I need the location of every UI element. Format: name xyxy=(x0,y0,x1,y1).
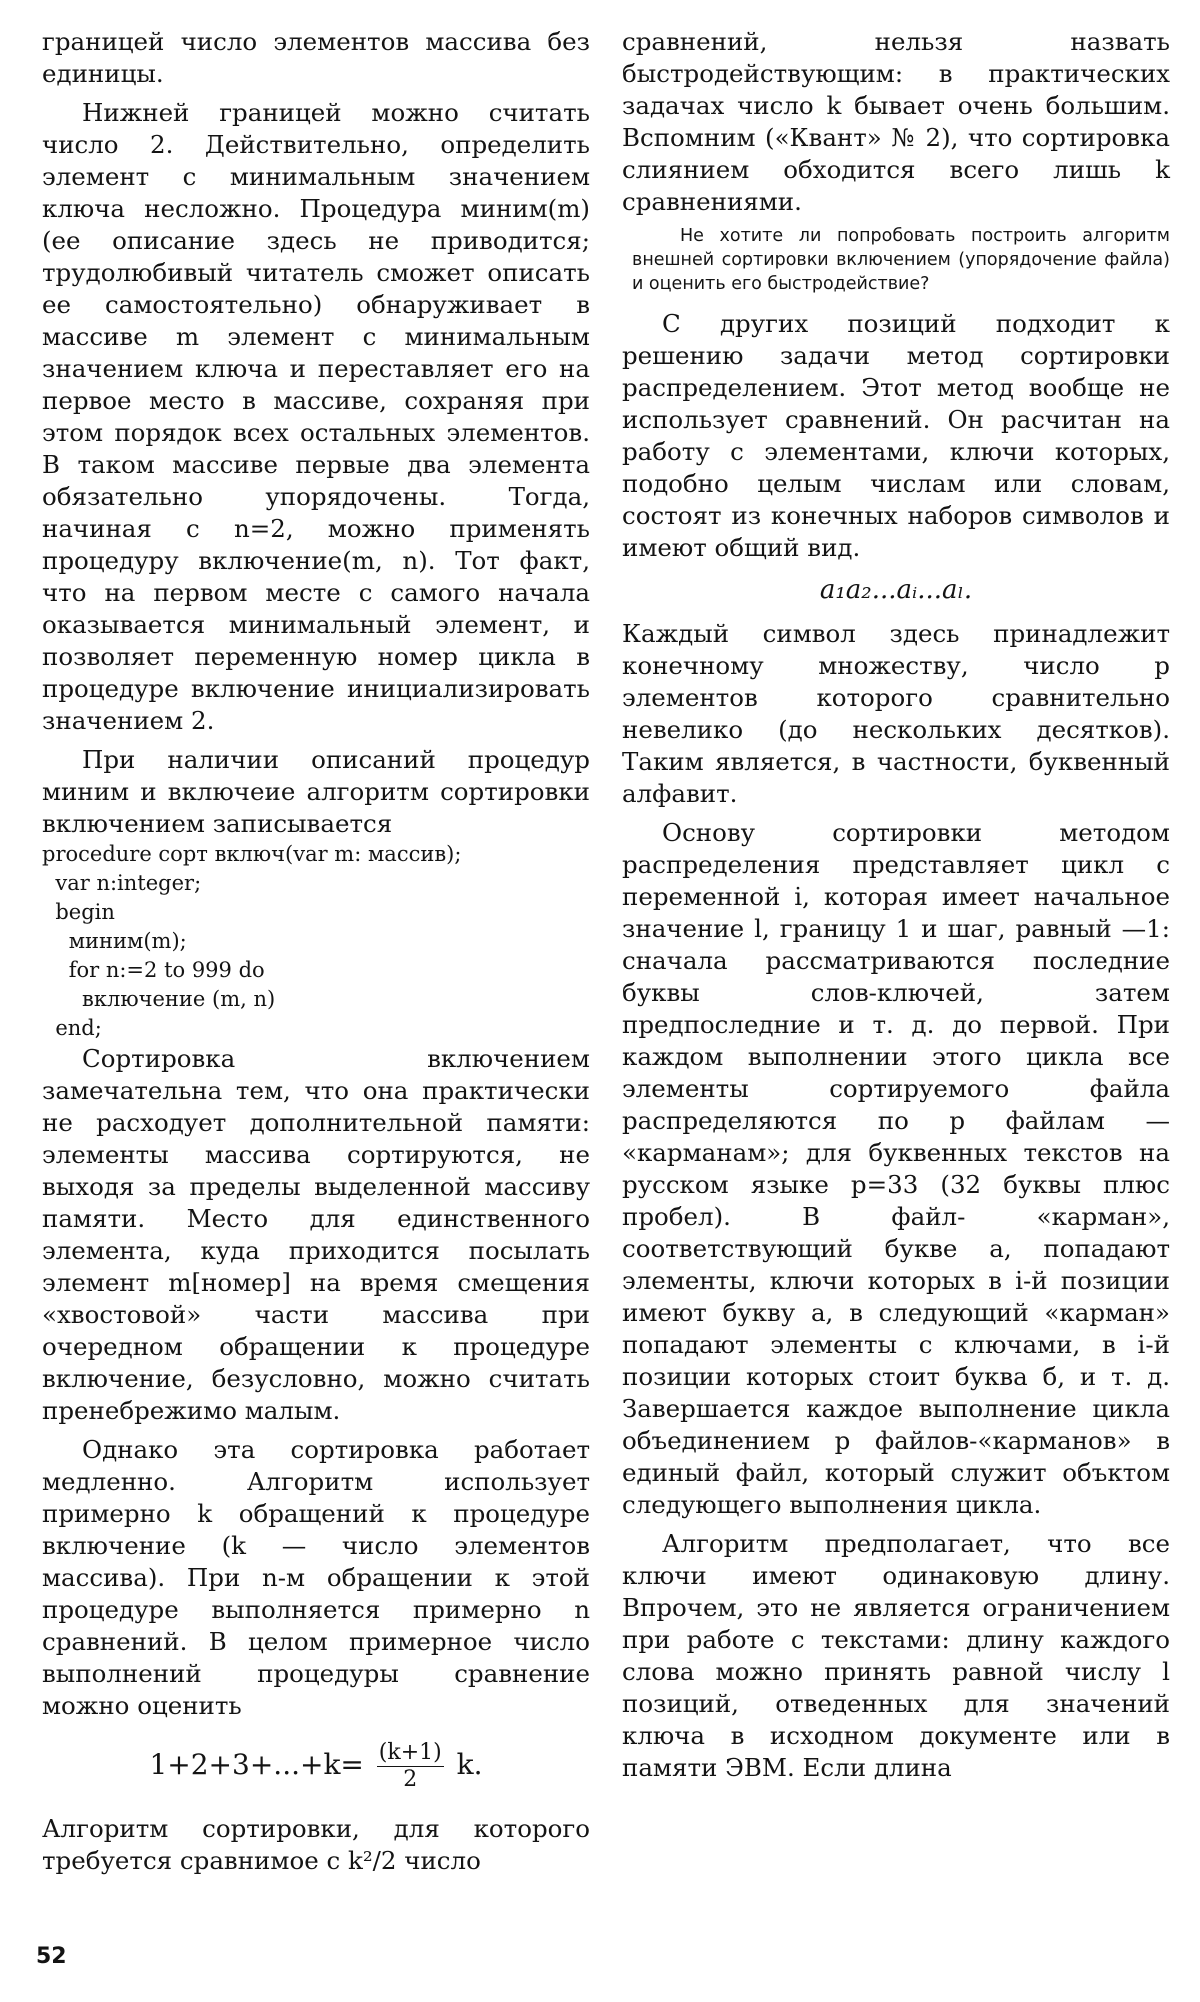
reader-question-note: Не хотите ли попробовать построить алгоритм внешней сортировки включением (упорядочение файла) и оценить его быстродействие? xyxy=(632,226,1170,294)
paragraph: Основу сортировки методом распределения представляет цикл с переменной i, которая имеет начальное значение l, границу 1 и шаг, равный —1: сначала рассматриваются последние буквы слов-ключей, затем предпоследние и т. д. до первой. При каждом выполнении этого цикла все элементы сортируемого файла распределяются по p файлам — «карманам»; для буквенных текстов на русском языке p=33 (32 буквы плюс пробел). В файл- «карман», соответствующий букве a, попадают элементы, ключи которых в i-й позиции имеют букву a, в следующий «карман» попадают элементы с ключами, в i-й позиции которых стоит буква б, и т. д. Завершается каждое выполнение цикла объединением p файлов-«карманов» в единый файл, который служит объктом следующего выполнения цикла. xyxy=(622,818,1170,1519)
code-line: var n:integer; xyxy=(42,871,202,895)
formula-rhs: k. xyxy=(456,1748,483,1781)
code-line: end; xyxy=(42,1016,102,1040)
paragraph: Однако эта сортировка работает медленно. Алгоритм использует примерно k обращений к процедуре включение (k — число элементов массива). При n-м обращении к этой процедуре выполняется примерно n сравнений. В целом примерное число выполнений процедуры сравнение можно оценить xyxy=(42,1435,590,1720)
fraction-numerator: (k+1) xyxy=(378,1740,442,1765)
code-line: procedure сорт включ(var m: массив); xyxy=(42,842,462,866)
code-line: миним(m); xyxy=(42,929,187,953)
left-column xyxy=(42,26,590,1877)
formula-fraction xyxy=(377,1740,444,1793)
code-line: включение (m, n) xyxy=(42,987,276,1011)
paragraph: Алгоритм сортировки, для которого требуется сравнимое с k²/2 число xyxy=(42,1814,590,1875)
paragraph: Сортировка включением замечательна тем, что она практически не расходует дополнительной памяти: элементы массива сортируются, не выходя за пределы выделенной массиву памяти. Место для единственного элемента, куда приходится посылать элемент m[номер] на время смещения «хвостовой» части массива при очередном обращении к процедуре включение, безусловно, можно считать пренебрежимо малым. xyxy=(42,1044,590,1425)
fraction-denominator: 2 xyxy=(403,1767,418,1792)
code-listing xyxy=(42,840,590,1043)
right-column xyxy=(622,26,1170,1784)
code-line: for n:=2 to 999 do xyxy=(42,958,265,982)
page-number: 52 xyxy=(36,1944,67,1969)
paragraph: Алгоритм предполагает, что все ключи имеют одинаковую длину. Впрочем, это не является ограничением при работе с текстами: длину каждого слова можно принять равной числу l позиций, отведенных для значений ключа в исходном документе или в памяти ЭВМ. Если длина xyxy=(622,1529,1170,1782)
paragraph: С других позиций подходит к решению задачи метод сортировки распределением. Этот метод вообще не использует сравнений. Он расчитан на работу с элементами, ключи которых, подобно целым числам или словам, состоят из конечных наборов символов и имеют общий вид. xyxy=(622,309,1170,562)
paragraph: сравнений, нельзя назвать быстродействующим: в практических задачах число k бывает очень большим. Вспомним («Квант» № 2), что сортировка слиянием обходится всего лишь k сравнениями. xyxy=(622,27,1170,216)
key-sequence-formula: a₁a₂...aᵢ...aₗ. xyxy=(819,575,973,605)
paragraph: При наличии описаний процедур миним и включеие алгоритм сортировки включением записывается xyxy=(42,745,590,838)
paragraph: Нижней границей можно считать число 2. Действительно, определить элемент с минимальным значением ключа несложно. Процедура миним(m) (ее описание здесь не приводится; трудолюбивый читатель сможет описать ее самостоятельно) обнаруживает в массиве m элемент с минимальным значением ключа и переставляет его на первое место в массиве, сохраняя при этом порядок всех остальных элементов. В таком массиве первые два элемента обязательно упорядочены. Тогда, начиная с n=2, можно применять процедуру включение(m, n). Тот факт, что на первом месте с самого начала оказывается минимальный элемент, и позволяет переменную номер цикла в процедуре включение инициализировать значением 2. xyxy=(42,98,590,735)
paragraph: Каждый символ здесь принадлежит конечному множеству, число p элементов которого сравнительно невелико (до нескольких десятков). Таким является, в частности, буквенный алфавит. xyxy=(622,619,1170,808)
paragraph: границей число элементов массива без единицы. xyxy=(42,27,590,88)
formula-lhs: 1+2+3+...+k= xyxy=(149,1748,364,1781)
sum-formula xyxy=(42,1740,590,1793)
code-line: begin xyxy=(42,900,115,924)
